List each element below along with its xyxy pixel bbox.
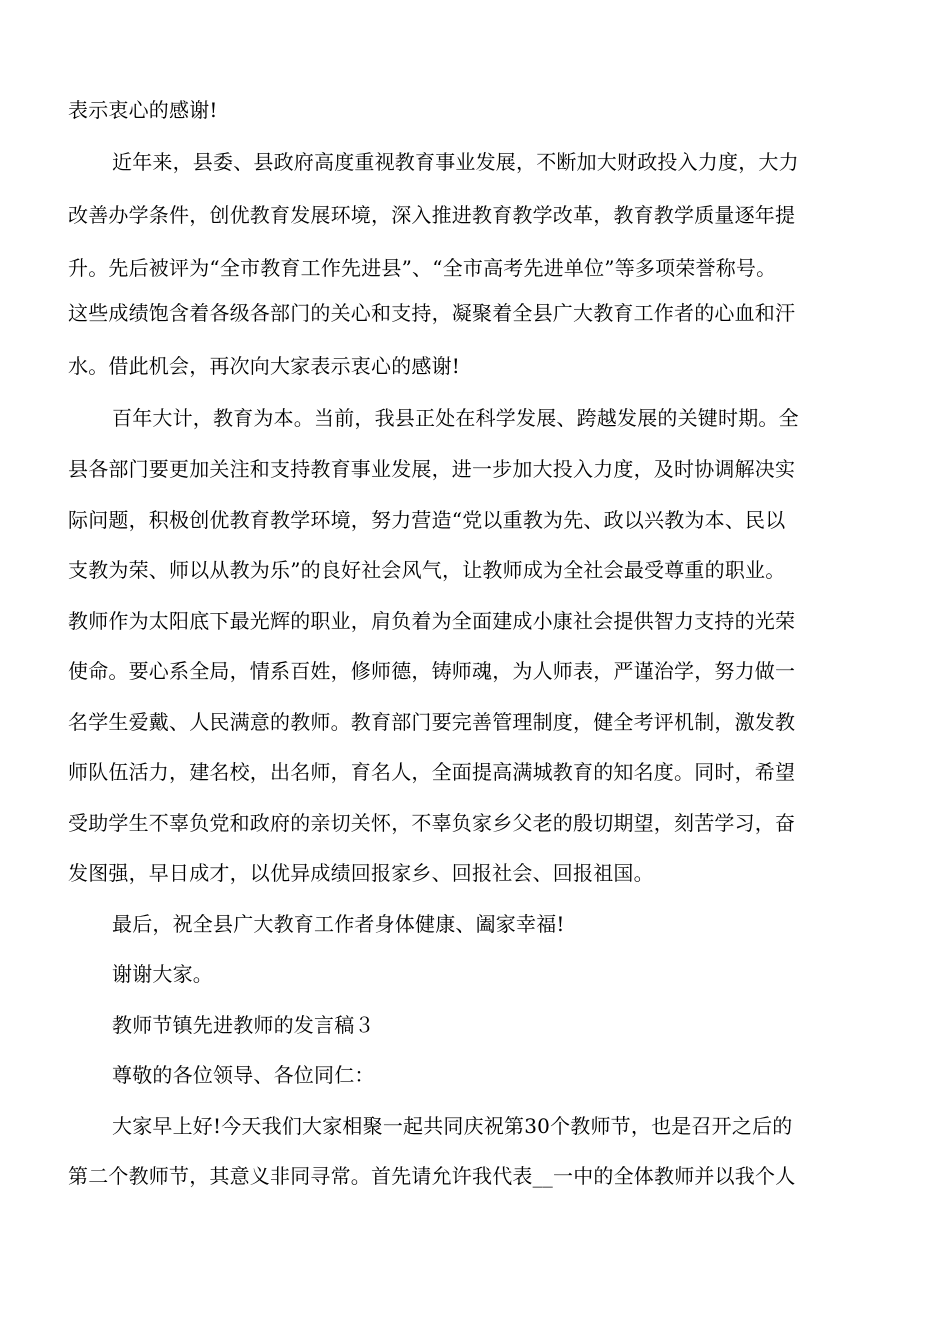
text-line: 名学生爱戴、人民满意的教师。教育部门要完善管理制度，健全考评机制，激发教 xyxy=(68,710,796,734)
text-line: 这些成绩饱含着各级各部门的关心和支持，凝聚着全县广大教育工作者的心血和汗 xyxy=(68,301,796,325)
text-line: 表示衷心的感谢! xyxy=(68,98,218,122)
text-line: 近年来，县委、县政府高度重视教育事业发展，不断加大财政投入力度，大力 xyxy=(112,150,799,174)
text-line: 师队伍活力，建名校，出名师，育名人，全面提高满城教育的知名度。同时，希望 xyxy=(68,760,796,784)
section-heading: 教师节镇先进教师的发言稿３ xyxy=(112,1013,375,1037)
text-line: 支教为荣、师以从教为乐”的良好社会风气，让教师成为全社会最受尊重的职业。 xyxy=(68,558,786,582)
text-line: 第二个教师节，其意义非同寻常。首先请允许我代表__一中的全体教师并以我个人 xyxy=(68,1164,796,1188)
text-line: 教师作为太阳底下最光辉的职业，肩负着为全面建成小康社会提供智力支持的光荣 xyxy=(68,609,796,633)
text-line: 最后，祝全县广大教育工作者身体健康、阖家幸福! xyxy=(112,912,565,936)
text-line: 百年大计，教育为本。当前，我县正处在科学发展、跨越发展的关键时期。全 xyxy=(112,406,799,430)
text-line: 升。先后被评为“全市教育工作先进县”、“全市高考先进单位”等多项荣誉称号。 xyxy=(68,256,777,280)
text-line: 发图强，早日成才，以优异成绩回报家乡、回报社会、回报祖国。 xyxy=(68,861,654,885)
text-line: 县各部门要更加关注和支持教育事业发展，进一步加大投入力度，及时协调解决实 xyxy=(68,457,796,481)
text-line: 改善办学条件，创优教育发展环境，深入推进教育教学改革，教育教学质量逐年提 xyxy=(68,203,796,227)
text-line: 使命。要心系全局，情系百姓，修师德，铸师魂，为人师表，严谨治学，努力做一 xyxy=(68,659,796,683)
salutation: 尊敬的各位领导、各位同仁： xyxy=(112,1063,375,1087)
text-line: 际问题，积极创优教育教学环境，努力营造“党以重教为先、政以兴教为本、民以 xyxy=(68,508,786,532)
text-line: 谢谢大家。 xyxy=(112,962,213,986)
text-line: 水。借此机会，再次向大家表示衷心的感谢! xyxy=(68,354,461,378)
text-line: 大家早上好!今天我们大家相聚一起共同庆祝第30个教师节，也是召开之后的 xyxy=(112,1114,793,1138)
text-line: 受助学生不辜负党和政府的亲切关怀，不辜负家乡父老的殷切期望，刻苦学习，奋 xyxy=(68,811,796,835)
